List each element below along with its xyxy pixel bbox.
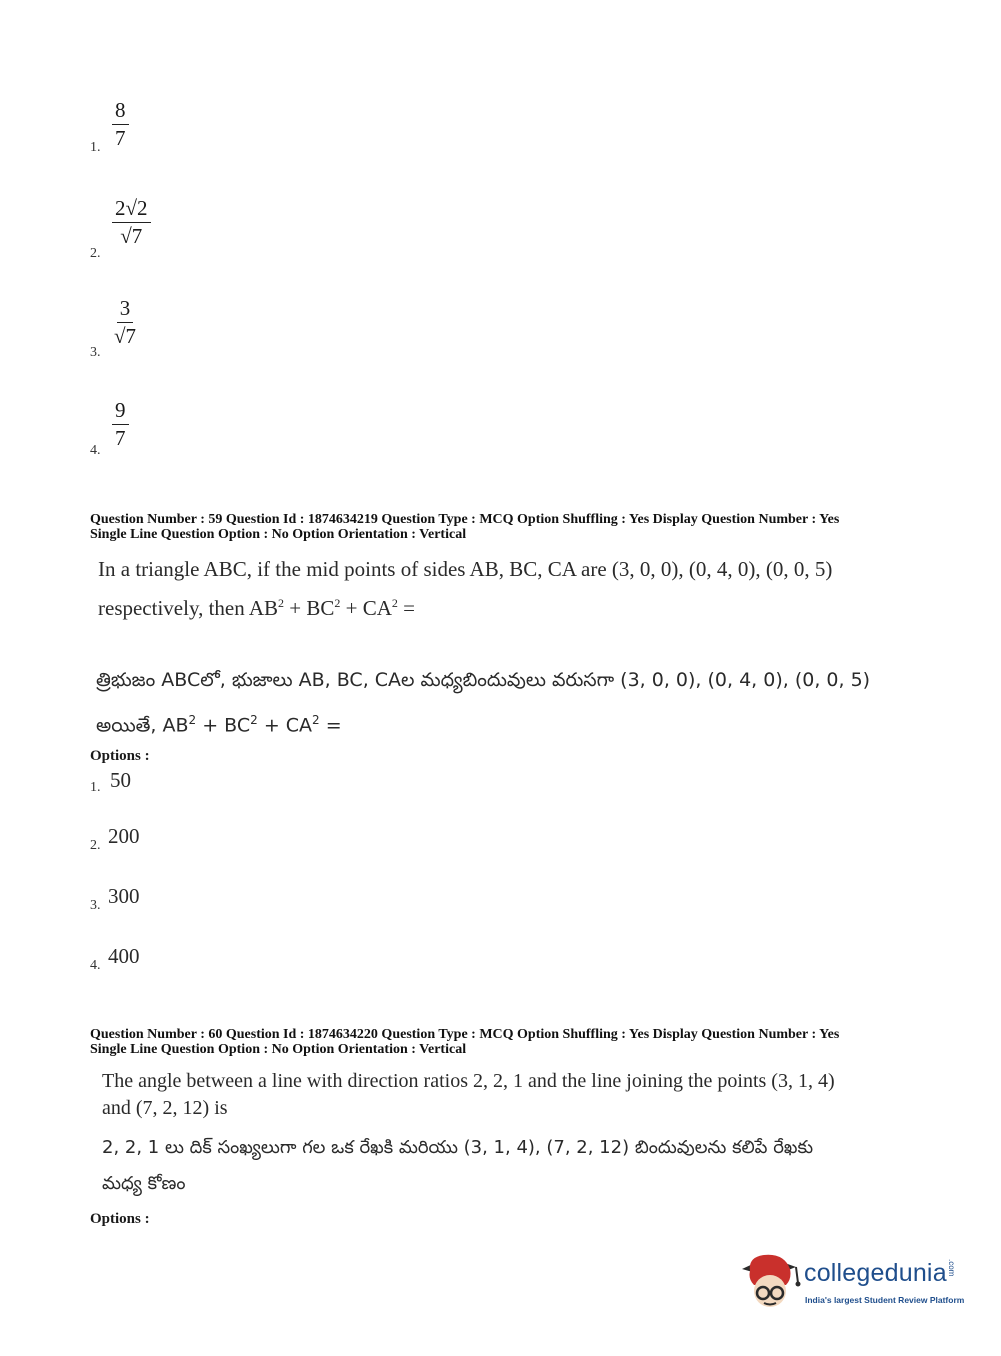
- logo-wordmark: [804, 1259, 956, 1288]
- option-item[interactable]: [88, 294, 178, 362]
- option-fraction: [112, 100, 129, 149]
- text-segment: respectively, then AB: [98, 596, 279, 620]
- question-text-en: [102, 1068, 902, 1122]
- option-number: 3.: [90, 898, 101, 913]
- question-meta: [90, 1027, 970, 1057]
- question-line-2: మధ్య కోణం: [102, 1173, 186, 1194]
- meta-line-1: Question Number : 59 Question Id : 1874634219 Question Type : MCQ Option Shuffling : Yes Display Question Number : Yes: [90, 512, 840, 527]
- denominator: 7: [115, 426, 126, 450]
- exponent: 2: [188, 713, 197, 727]
- mascot-icon: [738, 1245, 802, 1313]
- exponent: 2: [391, 596, 398, 610]
- options-label: Options :: [90, 748, 150, 764]
- option-value: 300: [108, 884, 140, 908]
- exponent: 2: [250, 713, 258, 727]
- logo-tagline: India's largest Student Review Platform: [805, 1295, 965, 1305]
- numerator: 9: [112, 400, 129, 425]
- question-line-2: [98, 586, 898, 625]
- question-line-1: In a triangle ABC, if the mid points of sides AB, BC, CA are (3, 0, 0), (0, 4, 0), (0, 0, 5): [98, 557, 833, 581]
- logo-suffix: .com: [946, 1259, 956, 1277]
- question-text-en: [98, 552, 898, 625]
- text-segment: + BC: [196, 714, 251, 737]
- numerator: 2√2: [112, 198, 151, 223]
- option-item[interactable]: [88, 884, 208, 914]
- option-item[interactable]: [88, 194, 178, 262]
- denominator: √7: [114, 324, 137, 348]
- question-text-te: [102, 1130, 902, 1202]
- option-value: 400: [108, 944, 140, 968]
- option-item[interactable]: [88, 944, 208, 974]
- option-number: 1.: [90, 140, 101, 155]
- question-line-2: [96, 700, 916, 745]
- meta-line-2: Single Line Question Option : No Option Orientation : Vertical: [90, 1042, 467, 1057]
- option-number: 4.: [90, 958, 101, 973]
- option-item[interactable]: [88, 396, 178, 460]
- logo-name: collegedunia: [804, 1259, 947, 1287]
- text-segment: + CA: [257, 714, 313, 737]
- option-fraction: [112, 198, 151, 247]
- option-item[interactable]: [88, 824, 208, 854]
- options-label: Options :: [90, 1211, 150, 1227]
- text-segment: =: [397, 596, 415, 620]
- meta-line-2: Single Line Question Option : No Option Orientation : Vertical: [90, 527, 467, 542]
- question-line-2: and (7, 2, 12) is: [102, 1097, 228, 1119]
- question-line-1: The angle between a line with direction ratios 2, 2, 1 and the line joining the points (3, 1, 4): [102, 1070, 835, 1092]
- question-text-te: [96, 660, 916, 745]
- exponent: 2: [278, 596, 285, 610]
- collegedunia-logo[interactable]: [738, 1245, 978, 1317]
- numerator: 8: [112, 100, 129, 125]
- text-segment: + BC: [284, 596, 335, 620]
- numerator: 3: [117, 298, 134, 323]
- option-item[interactable]: [88, 96, 178, 156]
- option-number: 4.: [90, 443, 101, 458]
- option-fraction: [112, 400, 129, 449]
- option-fraction: [114, 298, 136, 347]
- question-meta: [90, 512, 970, 542]
- denominator: 7: [115, 126, 126, 150]
- option-value: 50: [110, 768, 131, 792]
- denominator: √7: [120, 224, 143, 248]
- option-number: 2.: [90, 246, 101, 261]
- exponent: 2: [312, 713, 320, 727]
- option-number: 1.: [90, 780, 101, 795]
- text-segment: అయితే, AB: [96, 714, 189, 737]
- text-segment: =: [319, 714, 342, 737]
- option-number: 2.: [90, 838, 101, 853]
- question-line-1: త్రిభుజం ABCలో, భుజాలు AB, BC, CAల మధ్యబిందువులు వరుసగా (3, 0, 0), (0, 4, 0), (0, 0, 5): [96, 669, 871, 691]
- meta-line-1: Question Number : 60 Question Id : 1874634220 Question Type : MCQ Option Shuffling : Yes Display Question Number : Yes: [90, 1027, 840, 1042]
- question-line-1: 2, 2, 1 లు దిక్ సంఖ్యలుగా గల ఒక రేఖకి మరియు (3, 1, 4), (7, 2, 12) బిందువులను కలిపే రేఖకు: [102, 1137, 814, 1158]
- text-segment: + CA: [340, 596, 392, 620]
- option-number: 3.: [90, 345, 101, 360]
- option-item[interactable]: [88, 768, 208, 798]
- option-value: 200: [108, 824, 140, 848]
- exponent: 2: [334, 596, 341, 610]
